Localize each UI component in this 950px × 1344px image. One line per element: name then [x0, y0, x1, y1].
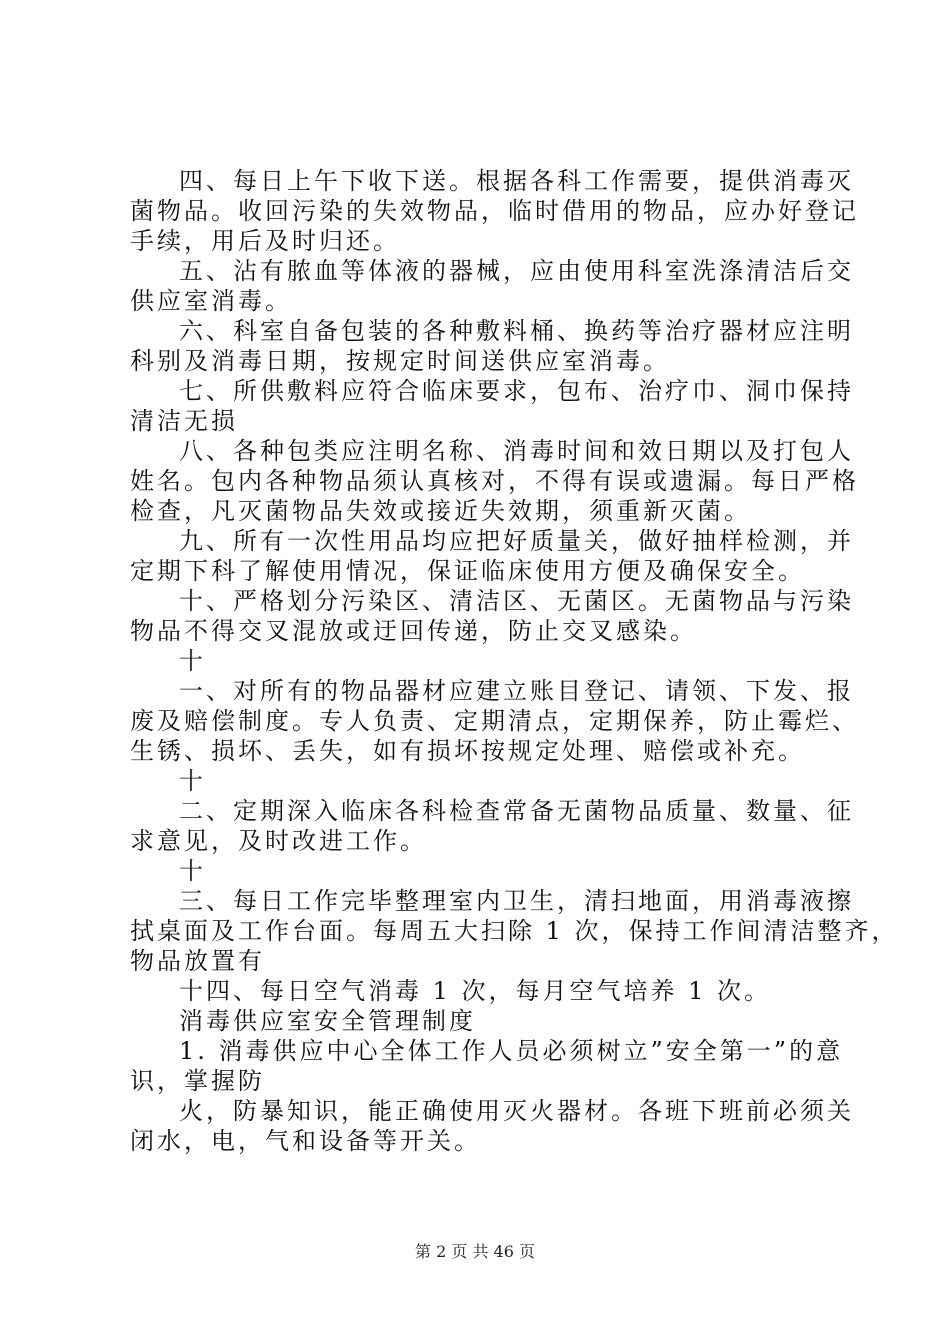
text-line: 九、所有一次性用品均应把好质量关，做好抽样检测，并 [179, 527, 854, 555]
text-line: 识，掌握防 [130, 1067, 265, 1095]
text-line: 定期下科了解使用情况，保证临床使用方便及确保安全。 [130, 557, 805, 585]
text-line: 供应室消毒。 [130, 287, 292, 315]
text-line: 科别及消毒日期，按规定时间送供应室消毒。 [130, 347, 670, 375]
text-line: 八、各种包类应注明名称、消毒时间和效日期以及打包人 [179, 437, 854, 465]
page-number-text: 第 2 页 共 46 页 [415, 1242, 535, 1261]
text-line: 十、严格划分污染区、清洁区、无菌区。无菌物品与污染 [179, 587, 854, 615]
text-line: 检查，凡灭菌物品失效或接近失效期，须重新灭菌。 [130, 497, 751, 525]
document-body [130, 166, 899, 1156]
text-line: 求意见，及时改进工作。 [130, 827, 427, 855]
text-line: 十 [179, 767, 206, 795]
text-line: 菌物品。收回污染的失效物品，临时借用的物品，应办好登记 [130, 197, 859, 225]
text-line: 物品放置有 [130, 947, 265, 975]
text-line: 清洁无损 [130, 407, 238, 435]
text-line: 拭桌面及工作台面。每周五大扫除 1 次，保持工作间清洁整齐， [130, 917, 899, 945]
text-line: 手续，用后及时归还。 [130, 227, 400, 255]
text-line: 闭水，电，气和设备等开关。 [130, 1127, 481, 1155]
text-line: 火，防暴知识，能正确使用灭火器材。各班下班前必须关 [179, 1097, 854, 1125]
text-line: 七、所供敷料应符合临床要求，包布、治疗巾、洞巾保持 [179, 377, 854, 405]
text-line: 姓名。包内各种物品须认真核对，不得有误或遗漏。每日严格 [130, 467, 859, 495]
text-line: 十 [179, 857, 206, 885]
text-line: 五、沾有脓血等体液的器械，应由使用科室洗涤清洁后交 [179, 257, 854, 285]
text-line: 消毒供应室安全管理制度 [179, 1007, 476, 1035]
text-line: 十 [179, 647, 206, 675]
text-line: 1. 消毒供应中心全体工作人员必须树立”安全第一”的意 [179, 1037, 844, 1065]
text-line: 四、每日上午下收下送。根据各科工作需要，提供消毒灭 [179, 167, 854, 195]
text-line: 二、定期深入临床各科检查常备无菌物品质量、数量、征 [179, 797, 854, 825]
text-line: 物品不得交叉混放或迂回传递，防止交叉感染。 [130, 617, 697, 645]
text-line: 废及赔偿制度。专人负责、定期清点，定期保养，防止霉烂、 [130, 707, 859, 735]
text-line: 生锈、损坏、丢失，如有损坏按规定处理、赔偿或补充。 [130, 737, 805, 765]
text-line: 十四、每日空气消毒 1 次，每月空气培养 1 次。 [179, 977, 772, 1005]
text-line: 三、每日工作完毕整理室内卫生，清扫地面，用消毒液擦 [179, 887, 854, 915]
text-line: 六、科室自备包装的各种敷料桶、换药等治疗器材应注明 [179, 317, 854, 345]
text-line: 一、对所有的物品器材应建立账目登记、请领、下发、报 [179, 677, 854, 705]
page-footer [0, 1242, 950, 1262]
